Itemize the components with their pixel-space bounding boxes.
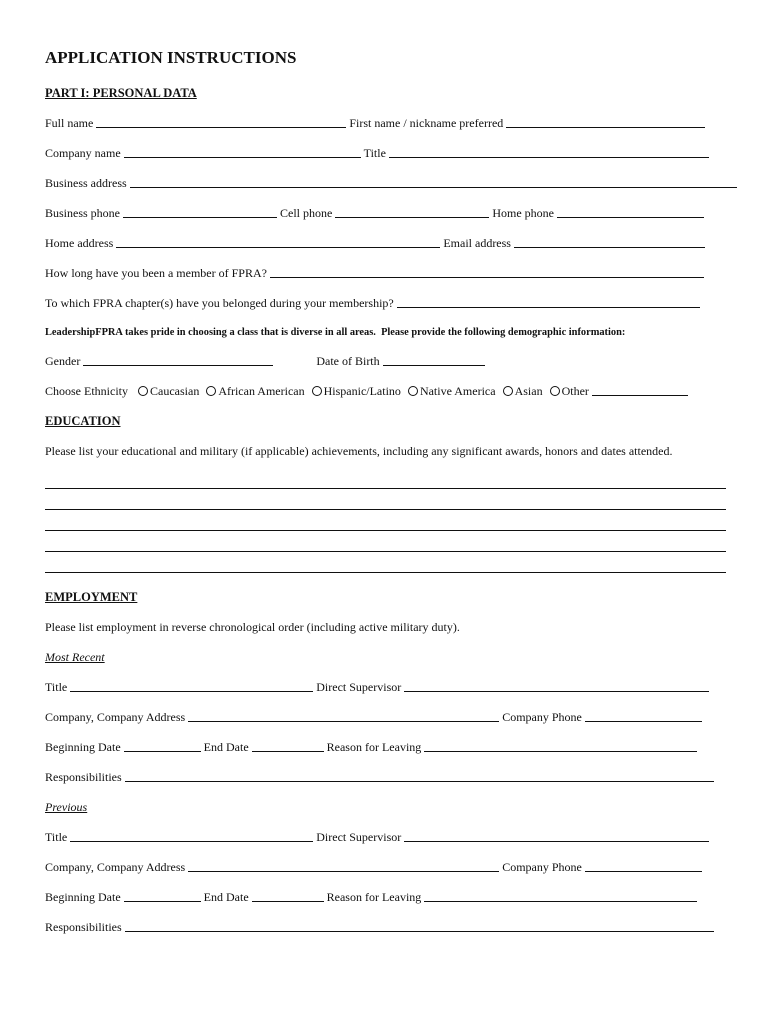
radio-icon[interactable]: [312, 386, 322, 396]
ethnicity-option-other[interactable]: Other: [550, 384, 589, 398]
recent-company-phone-field[interactable]: [585, 710, 702, 722]
recent-title-label: Title: [45, 680, 68, 694]
recent-company-phone-label: Company Phone: [502, 710, 582, 724]
email-address-field[interactable]: [514, 236, 705, 248]
previous-title-row: [45, 830, 712, 844]
ethnicity-option-caucasian[interactable]: Caucasian: [138, 384, 199, 398]
previous-responsibilities-label: Responsibilities: [45, 920, 122, 934]
ethnicity-row: [45, 384, 691, 398]
previous-reason-label: Reason for Leaving: [326, 890, 422, 904]
company-name-field[interactable]: [124, 146, 361, 158]
previous-company-phone-label: Company Phone: [502, 860, 582, 874]
home-address-label: Home address: [45, 236, 114, 250]
recent-title-row: [45, 680, 712, 694]
business-phone-label: Business phone: [45, 206, 120, 220]
business-phone-field[interactable]: [123, 206, 277, 218]
previous-dates-row: [45, 890, 700, 904]
previous-end-label: End Date: [203, 890, 249, 904]
recent-reason-field[interactable]: [424, 740, 697, 752]
recent-company-field[interactable]: [188, 710, 499, 722]
home-phone-label: Home phone: [492, 206, 554, 220]
ethnicity-option-african-american[interactable]: African American: [206, 384, 304, 398]
home-address-row: [45, 236, 708, 250]
first-name-label: First name / nickname preferred: [349, 116, 504, 130]
ethnicity-label: Choose Ethnicity: [45, 384, 128, 398]
recent-supervisor-label: Direct Supervisor: [316, 680, 402, 694]
company-name-label: Company name: [45, 146, 121, 160]
recent-company-row: [45, 710, 705, 724]
previous-begin-label: Beginning Date: [45, 890, 121, 904]
gender-dob-row: [45, 354, 488, 368]
previous-subheading: Previous: [45, 800, 88, 814]
ethnicity-option-hispanic-latino[interactable]: Hispanic/Latino: [312, 384, 401, 398]
business-address-label: Business address: [45, 176, 127, 190]
previous-supervisor-field[interactable]: [404, 830, 709, 842]
title-label: Title: [363, 146, 386, 160]
radio-icon[interactable]: [206, 386, 216, 396]
education-instructions: Please list your educational and military (if applicable) achievements, including any significant awards, honors and dates attended.: [45, 444, 673, 458]
title-field[interactable]: [389, 146, 709, 158]
page-title: APPLICATION INSTRUCTIONS: [45, 48, 297, 67]
business-address-row: [45, 176, 740, 190]
education-heading: EDUCATION: [45, 414, 121, 428]
home-address-field[interactable]: [116, 236, 440, 248]
previous-reason-field[interactable]: [424, 890, 697, 902]
recent-title-field[interactable]: [70, 680, 313, 692]
dob-field[interactable]: [383, 354, 485, 366]
recent-company-label: Company, Company Address: [45, 710, 186, 724]
home-phone-field[interactable]: [557, 206, 704, 218]
previous-responsibilities-field[interactable]: [125, 920, 714, 932]
cell-phone-label: Cell phone: [280, 206, 333, 220]
first-name-field[interactable]: [506, 116, 705, 128]
ethnicity-other-field[interactable]: [592, 384, 688, 396]
phone-row: [45, 206, 707, 220]
previous-company-label: Company, Company Address: [45, 860, 186, 874]
previous-title-field[interactable]: [70, 830, 313, 842]
full-name-row: [45, 116, 708, 130]
radio-icon[interactable]: [550, 386, 560, 396]
recent-end-label: End Date: [203, 740, 249, 754]
recent-responsibilities-label: Responsibilities: [45, 770, 122, 784]
previous-title-label: Title: [45, 830, 68, 844]
cell-phone-field[interactable]: [335, 206, 489, 218]
member-question-label: How long have you been a member of FPRA?: [45, 266, 267, 280]
recent-begin-field[interactable]: [124, 740, 201, 752]
previous-begin-field[interactable]: [124, 890, 201, 902]
radio-icon[interactable]: [408, 386, 418, 396]
recent-supervisor-field[interactable]: [404, 680, 709, 692]
company-name-row: [45, 146, 712, 160]
education-line-5[interactable]: [45, 572, 726, 573]
ethnicity-option-asian[interactable]: Asian: [503, 384, 543, 398]
recent-responsibilities-row: [45, 770, 717, 784]
chapter-question-row: [45, 296, 703, 310]
previous-company-phone-field[interactable]: [585, 860, 702, 872]
previous-responsibilities-row: [45, 920, 717, 934]
previous-supervisor-label: Direct Supervisor: [316, 830, 402, 844]
gender-field[interactable]: [83, 354, 273, 366]
member-duration-field[interactable]: [270, 266, 704, 278]
part1-heading: PART I: PERSONAL DATA: [45, 86, 197, 100]
radio-icon[interactable]: [138, 386, 148, 396]
education-line-4[interactable]: [45, 551, 726, 552]
recent-end-field[interactable]: [252, 740, 324, 752]
full-name-label: Full name: [45, 116, 94, 130]
previous-end-field[interactable]: [252, 890, 324, 902]
ethnicity-option-native-america[interactable]: Native America: [408, 384, 496, 398]
education-line-1[interactable]: [45, 488, 726, 489]
full-name-field[interactable]: [96, 116, 346, 128]
most-recent-subheading: Most Recent: [45, 650, 105, 664]
gender-label: Gender: [45, 354, 81, 368]
employment-instructions: Please list employment in reverse chronological order (including active military duty).: [45, 620, 460, 634]
chapter-question-label: To which FPRA chapter(s) have you belonged during your membership?: [45, 296, 394, 310]
email-address-label: Email address: [443, 236, 511, 250]
previous-company-row: [45, 860, 705, 874]
dob-label: Date of Birth: [316, 354, 380, 368]
education-line-2[interactable]: [45, 509, 726, 510]
chapter-field[interactable]: [397, 296, 700, 308]
education-line-3[interactable]: [45, 530, 726, 531]
recent-dates-row: [45, 740, 700, 754]
employment-heading: EMPLOYMENT: [45, 590, 138, 604]
diversity-note: LeadershipFPRA takes pride in choosing a class that is diverse in all areas. Please provide the following demographic information:: [45, 327, 626, 338]
radio-icon[interactable]: [503, 386, 513, 396]
recent-begin-label: Beginning Date: [45, 740, 121, 754]
member-question-row: [45, 266, 707, 280]
recent-reason-label: Reason for Leaving: [326, 740, 422, 754]
business-address-field[interactable]: [130, 176, 737, 188]
recent-responsibilities-field[interactable]: [125, 770, 714, 782]
previous-company-field[interactable]: [188, 860, 499, 872]
